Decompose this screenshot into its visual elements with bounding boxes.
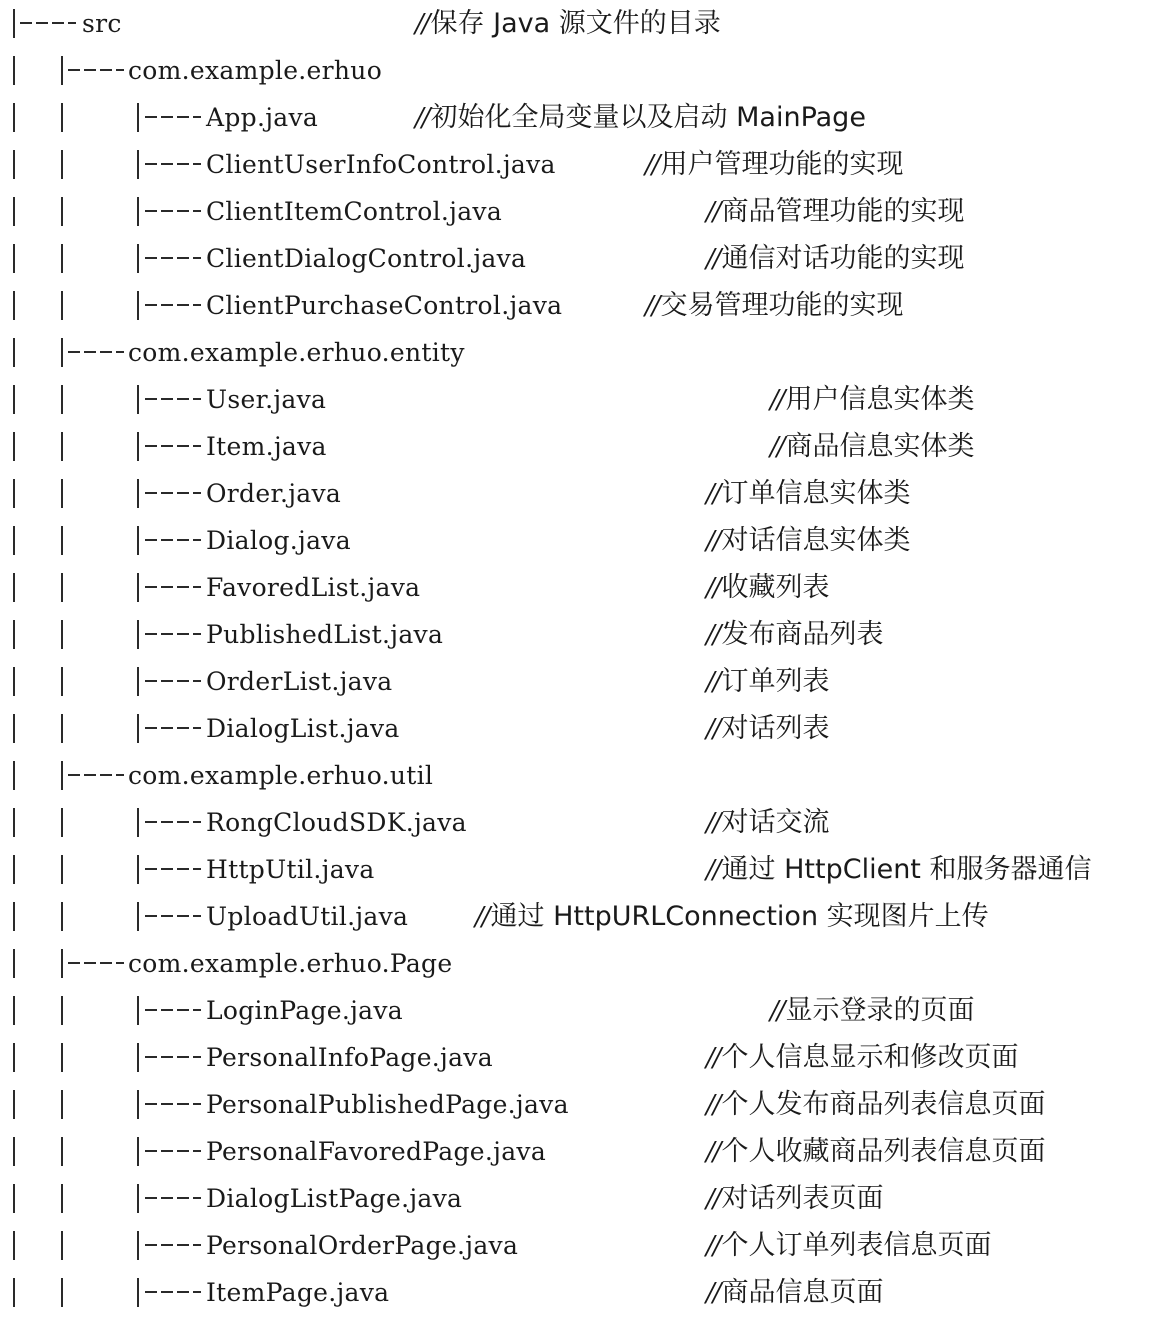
tree-branch-dashes: [145, 210, 201, 212]
tree-guide-line: [13, 197, 15, 226]
tree-guide-line: [13, 855, 15, 884]
comment-text: 订单列表: [721, 666, 830, 697]
tree-branch-dashes: [145, 1009, 201, 1011]
file-comment: [706, 1175, 884, 1223]
file-name: PersonalFavoredPage.java: [206, 1137, 547, 1166]
tree-branch-dashes: [145, 445, 201, 447]
comment-text: 用户管理功能的实现: [660, 149, 904, 180]
tree-guide-line: [13, 103, 15, 132]
tree-branch-dashes: [145, 727, 201, 729]
tree-guide-line: [61, 620, 63, 649]
file-name: PersonalInfoPage.java: [206, 1043, 493, 1072]
comment-text: 商品信息页面: [721, 1277, 884, 1308]
tree-guide-line: [137, 526, 139, 555]
comment-slashes: //: [706, 244, 720, 274]
tree-branch-dashes: [145, 539, 201, 541]
tree-row: [0, 564, 1163, 611]
tree-branch-dashes: [145, 398, 201, 400]
file-comment: [475, 893, 989, 941]
tree-guide-line: [61, 808, 63, 837]
comment-text: 个人发布商品列表信息页面: [721, 1089, 1046, 1120]
comment-text: 对话交流: [721, 807, 830, 838]
file-name: OrderList.java: [206, 667, 393, 696]
tree-branch-dashes: [145, 915, 201, 917]
tree-branch-dashes: [145, 821, 201, 823]
tree-row: [0, 376, 1163, 423]
tree-guide-line: [13, 479, 15, 508]
tree-guide-line: [61, 1137, 63, 1166]
tree-branch-dashes: [145, 1056, 201, 1058]
file-name: Order.java: [206, 479, 342, 508]
tree-row: [0, 846, 1163, 893]
file-comment: [706, 188, 965, 236]
file-name: User.java: [206, 385, 327, 414]
tree-branch-dashes: [68, 962, 124, 964]
file-comment: [770, 987, 975, 1035]
file-comment: [415, 0, 721, 48]
tree-guide-line: [13, 1278, 15, 1307]
comment-slashes: //: [706, 1137, 720, 1167]
tree-guide-line: [13, 1043, 15, 1072]
folder-name: src: [82, 9, 122, 38]
file-comment: [706, 1222, 992, 1270]
tree-row: [0, 1128, 1163, 1175]
tree-guide-line: [13, 1090, 15, 1119]
tree-guide-line: [13, 9, 15, 38]
tree-guide-line: [61, 573, 63, 602]
comment-text: 保存 Java 源文件的目录: [430, 8, 721, 39]
tree-row: [0, 470, 1163, 517]
file-comment: [706, 846, 1091, 894]
comment-text: 通过 HttpClient 和服务器通信: [721, 854, 1092, 885]
comment-slashes: //: [770, 385, 784, 415]
tree-guide-line: [61, 667, 63, 696]
tree-guide-line: [13, 432, 15, 461]
tree-guide-line: [13, 1184, 15, 1213]
comment-text: 个人信息显示和修改页面: [721, 1042, 1019, 1073]
tree-guide-line: [137, 667, 139, 696]
tree-branch-dashes: [20, 22, 76, 24]
file-comment: [706, 1269, 884, 1317]
tree-guide-line: [137, 808, 139, 837]
tree-guide-line: [137, 150, 139, 179]
tree-guide-line: [13, 573, 15, 602]
comment-text: 对话列表页面: [721, 1183, 884, 1214]
tree-guide-line: [137, 996, 139, 1025]
tree-guide-line: [13, 949, 15, 978]
tree-guide-line: [13, 56, 15, 85]
tree-guide-line: [137, 385, 139, 414]
tree-guide-line: [137, 714, 139, 743]
file-comment: [706, 235, 965, 283]
tree-guide-line: [13, 1231, 15, 1260]
comment-text: 初始化全局变量以及启动 MainPage: [430, 102, 866, 133]
tree-guide-line: [61, 996, 63, 1025]
tree-guide-line: [13, 808, 15, 837]
tree-branch-dashes: [145, 1103, 201, 1105]
tree-guide-line: [137, 1090, 139, 1119]
package-name: com.example.erhuo.entity: [128, 338, 465, 367]
comment-slashes: //: [706, 1231, 720, 1261]
tree-row: [0, 47, 1163, 94]
tree-row: [0, 705, 1163, 752]
file-name: HttpUtil.java: [206, 855, 375, 884]
comment-text: 对话信息实体类: [721, 525, 911, 556]
tree-guide-line: [137, 103, 139, 132]
comment-text: 订单信息实体类: [721, 478, 911, 509]
file-name: RongCloudSDK.java: [206, 808, 467, 837]
file-name: UploadUtil.java: [206, 902, 409, 931]
tree-guide-line: [61, 56, 63, 85]
tree-guide-line: [61, 1278, 63, 1307]
file-comment: [706, 564, 830, 612]
tree-guide-line: [61, 479, 63, 508]
file-name: FavoredList.java: [206, 573, 421, 602]
file-comment: [645, 141, 904, 189]
file-name: DialogList.java: [206, 714, 400, 743]
tree-row: [0, 188, 1163, 235]
tree-guide-line: [137, 855, 139, 884]
tree-row: [0, 658, 1163, 705]
comment-slashes: //: [415, 9, 429, 39]
comment-text: 显示登录的页面: [785, 995, 975, 1026]
tree-guide-line: [137, 244, 139, 273]
comment-text: 商品信息实体类: [785, 431, 975, 462]
tree-row: [0, 329, 1163, 376]
file-name: LoginPage.java: [206, 996, 403, 1025]
tree-branch-dashes: [68, 69, 124, 71]
file-name: Item.java: [206, 432, 327, 461]
tree-guide-line: [13, 526, 15, 555]
tree-guide-line: [137, 291, 139, 320]
tree-guide-line: [61, 1043, 63, 1072]
comment-slashes: //: [706, 1184, 720, 1214]
tree-guide-line: [61, 385, 63, 414]
tree-branch-dashes: [145, 492, 201, 494]
tree-guide-line: [61, 761, 63, 790]
tree-row: [0, 517, 1163, 564]
tree-branch-dashes: [145, 633, 201, 635]
tree-guide-line: [137, 1043, 139, 1072]
tree-guide-line: [137, 1231, 139, 1260]
file-comment: [770, 423, 975, 471]
tree-branch-dashes: [145, 304, 201, 306]
tree-guide-line: [13, 902, 15, 931]
package-name: com.example.erhuo: [128, 56, 383, 85]
tree-guide-line: [137, 1278, 139, 1307]
comment-text: 交易管理功能的实现: [660, 290, 904, 321]
tree-guide-line: [61, 714, 63, 743]
tree-row: [0, 893, 1163, 940]
file-name: DialogListPage.java: [206, 1184, 463, 1213]
tree-branch-dashes: [145, 1291, 201, 1293]
tree-guide-line: [61, 949, 63, 978]
tree-row: [0, 235, 1163, 282]
comment-slashes: //: [645, 150, 659, 180]
file-comment: [706, 470, 911, 518]
tree-guide-line: [13, 667, 15, 696]
comment-text: 通信对话功能的实现: [721, 243, 965, 274]
tree-guide-line: [13, 761, 15, 790]
file-comment: [706, 1081, 1046, 1129]
tree-guide-line: [13, 291, 15, 320]
tree-guide-line: [61, 432, 63, 461]
tree-branch-dashes: [145, 1150, 201, 1152]
tree-guide-line: [61, 902, 63, 931]
tree-guide-line: [137, 1137, 139, 1166]
file-comment: [706, 1034, 1019, 1082]
comment-slashes: //: [706, 855, 720, 885]
tree-guide-line: [13, 244, 15, 273]
comment-text: 对话列表: [721, 713, 830, 744]
tree-row: [0, 940, 1163, 987]
comment-slashes: //: [706, 573, 720, 603]
file-name: ClientPurchaseControl.java: [206, 291, 563, 320]
tree-guide-line: [61, 855, 63, 884]
file-comment: [706, 658, 830, 706]
tree-guide-line: [137, 902, 139, 931]
tree-guide-line: [61, 1090, 63, 1119]
package-name: com.example.erhuo.Page: [128, 949, 453, 978]
tree-guide-line: [13, 996, 15, 1025]
tree-guide-line: [13, 714, 15, 743]
file-comment: [645, 282, 904, 330]
comment-slashes: //: [706, 479, 720, 509]
tree-branch-dashes: [145, 116, 201, 118]
tree-branch-dashes: [145, 257, 201, 259]
file-comment: [706, 1128, 1046, 1176]
tree-row: [0, 141, 1163, 188]
comment-text: 通过 HttpURLConnection 实现图片上传: [490, 901, 989, 932]
tree-row: [0, 1081, 1163, 1128]
comment-slashes: //: [706, 1090, 720, 1120]
tree-guide-line: [61, 291, 63, 320]
comment-slashes: //: [706, 808, 720, 838]
file-name: ClientUserInfoControl.java: [206, 150, 556, 179]
tree-row: [0, 0, 1163, 47]
tree-row: [0, 282, 1163, 329]
tree-guide-line: [13, 1137, 15, 1166]
tree-row: [0, 1269, 1163, 1316]
tree-row: [0, 752, 1163, 799]
tree-row: [0, 423, 1163, 470]
file-name: Dialog.java: [206, 526, 351, 555]
tree-branch-dashes: [68, 351, 124, 353]
comment-text: 用户信息实体类: [785, 384, 975, 415]
tree-guide-line: [61, 150, 63, 179]
tree-guide-line: [61, 338, 63, 367]
comment-slashes: //: [415, 103, 429, 133]
tree-branch-dashes: [145, 1197, 201, 1199]
comment-text: 发布商品列表: [721, 619, 884, 650]
file-comment: [706, 705, 830, 753]
tree-row: [0, 94, 1163, 141]
file-comment: [770, 376, 975, 424]
tree-branch-dashes: [145, 1244, 201, 1246]
comment-slashes: //: [645, 291, 659, 321]
file-comment: [706, 611, 884, 659]
tree-guide-line: [137, 479, 139, 508]
comment-text: 个人订单列表信息页面: [721, 1230, 992, 1261]
comment-text: 个人收藏商品列表信息页面: [721, 1136, 1046, 1167]
file-name: ClientItemControl.java: [206, 197, 503, 226]
file-name: ClientDialogControl.java: [206, 244, 527, 273]
comment-slashes: //: [706, 667, 720, 697]
comment-slashes: //: [706, 1043, 720, 1073]
tree-row: [0, 611, 1163, 658]
comment-slashes: //: [706, 526, 720, 556]
file-name: ItemPage.java: [206, 1278, 390, 1307]
comment-text: 收藏列表: [721, 572, 830, 603]
comment-slashes: //: [706, 197, 720, 227]
tree-row: [0, 1034, 1163, 1081]
tree-branch-dashes: [145, 868, 201, 870]
tree-branch-dashes: [145, 163, 201, 165]
tree-row: [0, 1175, 1163, 1222]
tree-guide-line: [61, 526, 63, 555]
tree-row: [0, 987, 1163, 1034]
comment-slashes: //: [706, 1278, 720, 1308]
comment-slashes: //: [706, 714, 720, 744]
tree-guide-line: [137, 432, 139, 461]
tree-branch-dashes: [68, 774, 124, 776]
tree-guide-line: [13, 150, 15, 179]
tree-guide-line: [13, 338, 15, 367]
tree-guide-line: [61, 1231, 63, 1260]
file-comment: [706, 517, 911, 565]
package-name: com.example.erhuo.util: [128, 761, 434, 790]
tree-branch-dashes: [145, 680, 201, 682]
comment-text: 商品管理功能的实现: [721, 196, 965, 227]
tree-row: [0, 1222, 1163, 1269]
tree-guide-line: [61, 103, 63, 132]
file-name: App.java: [206, 103, 319, 132]
tree-branch-dashes: [145, 586, 201, 588]
tree-row: [0, 799, 1163, 846]
comment-slashes: //: [770, 432, 784, 462]
file-name: PersonalPublishedPage.java: [206, 1090, 569, 1119]
tree-guide-line: [137, 620, 139, 649]
tree-guide-line: [61, 244, 63, 273]
tree-guide-line: [137, 197, 139, 226]
tree-guide-line: [137, 1184, 139, 1213]
tree-guide-line: [13, 620, 15, 649]
file-comment: [706, 799, 830, 847]
tree-guide-line: [137, 573, 139, 602]
comment-slashes: //: [770, 996, 784, 1026]
file-comment: [415, 94, 866, 142]
tree-guide-line: [61, 197, 63, 226]
comment-slashes: //: [706, 620, 720, 650]
tree-guide-line: [13, 385, 15, 414]
file-name: PublishedList.java: [206, 620, 444, 649]
file-name: PersonalOrderPage.java: [206, 1231, 519, 1260]
tree-guide-line: [61, 1184, 63, 1213]
comment-slashes: //: [475, 902, 489, 932]
